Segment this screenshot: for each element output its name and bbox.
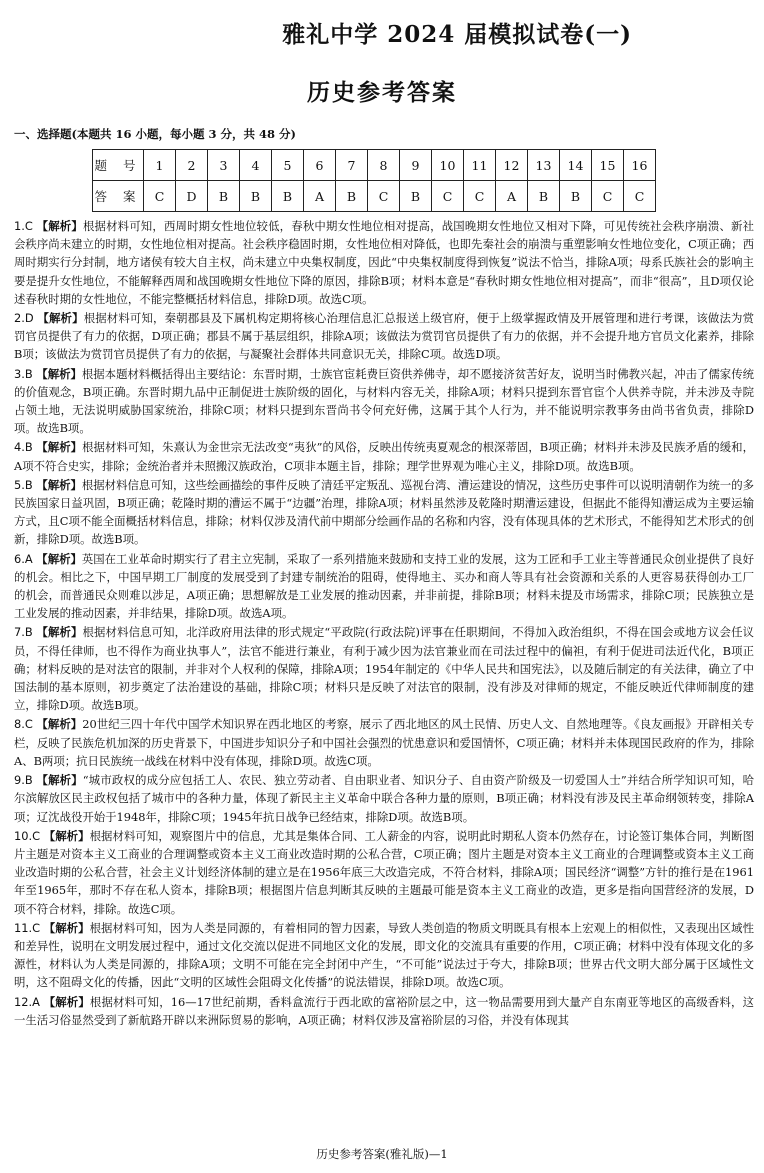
answer-cell: A xyxy=(496,181,528,212)
analysis-tag: 【解析】 xyxy=(36,717,83,732)
item-number: 12.A xyxy=(14,994,40,1009)
question-number: 4 xyxy=(240,150,272,181)
item-number: 8.C xyxy=(14,717,33,732)
analysis-tag: 【解析】 xyxy=(36,440,83,455)
item-number: 3.B xyxy=(14,366,33,381)
answer-cell: B xyxy=(240,181,272,212)
item-text: 根据材料可知，因为人类是同源的，有着相同的智力因素，导致人类创造的物质文明既具有根本上宏观上的相似性，又表现出区域性和差异性，说明在文明发展过程中，通过文化交流以促进不同地区文化的发展，即文化的交流具有重要的作用，C项正确；材料中没有体现文化的多源性，材料认为人类是同源的，排除A项；文明不可能在完全封闭中产生，“不可能”说法过于夸大，排除B项；世界古代文明大部分属于区域性文明，这不阻碍文化的传播，因此“文明的区域性会阻碍文化传播”的说法错误，排除D项。故选C项。 xyxy=(14,920,754,990)
analysis-tag: 【解析】 xyxy=(43,828,90,843)
analysis-tag: 【解析】 xyxy=(43,920,90,935)
item-text: 根据材料可知，观察图片中的信息，尤其是集体合同、工人薪金的内容，说明此时期私人资本仍然存在，讨论签订集体合同，判断图片主题是对资本主义工商业的合理调整或资本主义工商业改造时期的公私合营，C项正确；图片主题是对资本主义工商业的合理调整或资本主义工商业改造时期的公私合营，社会主义计划经济体制的建立是在1956年底三大改造完成，不符合材料，排除A项；国民经济“调整”方针的推行是在1961年至1965年，那时不存在私人资本，排除B项；根据图片信息判断其反映的主题最可能是资本主义工商业的改造，更多是指向国营经济的发展，D项不符合材料，排除。故选C项。 xyxy=(14,828,754,916)
analysis-tag: 【解析】 xyxy=(36,477,82,492)
explanation-item xyxy=(14,217,754,308)
explanation-item xyxy=(14,309,754,364)
answer-cell: D xyxy=(176,181,208,212)
analysis-tag: 【解析】 xyxy=(36,366,82,381)
answer-cell: C xyxy=(368,181,400,212)
answer-cell: C xyxy=(432,181,464,212)
item-number: 9.B xyxy=(14,773,33,788)
item-text: 根据材料可知，秦朝郡县及下属机构定期将核心治理信息汇总报送上级官府，便于上级掌握政情及开展管理和进行考课，该做法为赏罚官员提供了有力的依据，D项正确；郡县不属于基层组织，排除A项；该做法为赏罚官员提供了有力的依据，并不会提升地方官员文化素养，排除B项；该做法为赏罚官员提供了有力的依据，与凝聚社会群体共同意识无关，排除C项。故选D项。 xyxy=(14,311,754,362)
question-number: 12 xyxy=(496,150,528,181)
item-number: 11.C xyxy=(14,920,41,935)
answer-cell: B xyxy=(272,181,304,212)
item-text: 根据材料可知，朱熹认为金世宗无法改变“夷狄”的风俗，反映出传统夷夏观念的根深蒂固，B项正确；材料并未涉及民族矛盾的缓和，A项不符合史实，排除；金统治者并未照搬汉族政治，C项非本题主旨，排除；理学世界观为唯心主义，排除D项。故选B项。 xyxy=(14,440,754,473)
question-number-row xyxy=(93,150,656,181)
explanation-list xyxy=(14,217,754,1030)
subject-title: 历史参考答案 xyxy=(307,79,457,106)
question-number: 16 xyxy=(624,150,656,181)
question-number: 15 xyxy=(592,150,624,181)
question-number: 2 xyxy=(176,150,208,181)
answer-cell: B xyxy=(208,181,240,212)
item-number: 6.A xyxy=(14,551,33,566)
school-title: 雅礼中学 2024 届模拟试卷(一) xyxy=(282,21,632,48)
item-text: 英国在工业革命时期实行了君主立宪制，采取了一系列措施来鼓励和支持工业的发展，这为工匠和手工业主等普通民众创业提供了良好的机会。相比之下，中国早期工厂制度的发展受到了封建专制统治的阻碍，使得地主、买办和商人等具有社会资源和关系的人更容易获得创办工厂的机会，而普通民众则难以涉足，A项正确；思想解放是工业发展的推动因素，并非前提，排除B项；材料未提及市场需求，排除C项；民族独立是工业发展的推动因素，并非结果，排除D项。故选A项。 xyxy=(14,551,754,621)
section-heading: 一、选择题(本题共 16 小题，每小题 3 分，共 48 分) xyxy=(14,127,296,141)
explanation-item xyxy=(14,993,754,1029)
explanation-item xyxy=(14,919,754,992)
analysis-tag: 【解析】 xyxy=(36,219,83,233)
answer-row xyxy=(93,181,656,212)
answer-cell: C xyxy=(144,181,176,212)
answer-table xyxy=(92,149,656,212)
question-number: 3 xyxy=(208,150,240,181)
item-text: 根据材料信息可知，这些绘画描绘的事件反映了清廷平定叛乱、巡视台湾、漕运建设的情况，这些历史事件可以说明清朝作为统一的多民族国家日益巩固，B项正确；乾隆时期的漕运不属于“边疆”治理，排除A项；材料虽然涉及乾隆时期漕运建设，但据此不能得知漕运成为主要运输方式，且C项不能全面概括材料信息，排除；材料仅涉及清代前中期部分绘画作品的名称和内容，没有体现具体的艺术形式，不能得知艺术形式的创新，排除D项。故选B项。 xyxy=(14,477,754,547)
explanation-item xyxy=(14,476,754,549)
explanation-item xyxy=(14,365,754,438)
answer-cell: B xyxy=(336,181,368,212)
item-number: 10.C xyxy=(14,828,41,843)
answer-cell: B xyxy=(400,181,432,212)
question-number: 10 xyxy=(432,150,464,181)
item-text: 根据材料可知，16—17世纪前期，香料盒流行于西北欧的富裕阶层之中，这一物品需要用到大量产自东南亚等地区的高级香料，这一生活习俗显然受到了新航路开辟以来洲际贸易的影响，A项正确；材料仅涉及富裕阶层的习俗，并没有体现其 xyxy=(14,994,754,1027)
question-number: 13 xyxy=(528,150,560,181)
explanation-item xyxy=(14,550,754,623)
item-number: 1.C xyxy=(14,219,33,233)
analysis-tag: 【解析】 xyxy=(43,994,90,1009)
answer-cell: C xyxy=(464,181,496,212)
page-footer: 历史参考答案(雅礼版)—1 xyxy=(316,1147,448,1161)
explanation-item xyxy=(14,771,754,826)
explanation-item xyxy=(14,623,754,714)
item-number: 7.B xyxy=(14,625,33,640)
item-text: 根据本题材料概括得出主要结论：东晋时期，士族官宦耗费巨资供养佛寺，却不愿接济贫苦好友，说明当时佛教兴起，冲击了儒家传统的价值观念，B项正确。东晋时期九品中正制促进士族阶级的固化，与材料内容无关，排除A项；材料只提到东晋官宦个人供养寺院，并未涉及寺院占领土地，无法说明威胁国家统治，排除C项；材料只提到东晋尚书令何充好佛，这属于其个人行为，并不能说明宗教事务由尚书省负责，排除D项。故选B项。 xyxy=(14,366,754,436)
item-number: 2.D xyxy=(14,311,34,326)
answer-cell: C xyxy=(624,181,656,212)
answer-cell: B xyxy=(528,181,560,212)
question-number: 8 xyxy=(368,150,400,181)
answer-cell: C xyxy=(592,181,624,212)
analysis-tag: 【解析】 xyxy=(36,773,83,788)
row-label-answer: 答 案 xyxy=(93,181,144,212)
item-text: 20世纪三四十年代中国学术知识界在西北地区的考察，展示了西北地区的风土民情、历史人文、自然地理等。《良友画报》开辟相关专栏，反映了民族危机加深的历史背景下，中国进步知识分子和中国社会强烈的忧患意识和爱国情怀，C项正确；材料并未体现国民政府的作为，排除A、B两项；抗日民族统一战线在材料中没有体现，排除D项。故选C项。 xyxy=(14,717,754,768)
explanation-item xyxy=(14,438,754,474)
item-number: 4.B xyxy=(14,440,33,455)
question-number: 11 xyxy=(464,150,496,181)
item-number: 5.B xyxy=(14,477,33,492)
row-label-number: 题 号 xyxy=(93,150,144,181)
question-number: 6 xyxy=(304,150,336,181)
analysis-tag: 【解析】 xyxy=(37,311,84,326)
item-text: 根据材料可知，西周时期女性地位较低，春秋中期女性地位相对提高，战国晚期女性地位又相对下降，可见传统社会秩序崩溃、新社会秩序尚未建立的时期，女性地位相对提高。社会秩序稳固时期，女性地位相对降低，也即先秦社会的崩溃与重塑影响女性地位变化，C项正确；西周时期实行分封制，地方诸侯有较大自主权，尚未建立中央集权制度，因此“中央集权制度得到恢复”说法不恰当，排除A项；母系氏族社会的影响主要是提升女性地位，不能解释西周和战国晚期女性地位下降的原因，排除B项；材料本意是“春秋时期女性地位相对提高”，而非“很高”，且D项仅论述春秋时期的女性地位，不能完整概括材料信息，排除D项。故选C项。 xyxy=(14,219,754,306)
item-text: “城市政权的成分应包括工人、农民、独立劳动者、自由职业者、知识分子、自由资产阶级及一切爱国人士”并结合所学知识可知，哈尔滨解放区民主政权包括了城市中的各种力量，体现了新民主主义革命中联合各种力量的原则，B项正确；材料没有涉及民主革命纲领转变，排除A项；辽沈战役开始于1948年，排除C项；1945年抗日战争已经结束，排除D项。故选B项。 xyxy=(14,773,754,824)
answer-cell: B xyxy=(560,181,592,212)
question-number: 5 xyxy=(272,150,304,181)
analysis-tag: 【解析】 xyxy=(36,551,82,566)
analysis-tag: 【解析】 xyxy=(36,625,83,640)
question-number: 9 xyxy=(400,150,432,181)
explanation-item xyxy=(14,827,754,918)
question-number: 14 xyxy=(560,150,592,181)
question-number: 7 xyxy=(336,150,368,181)
question-number: 1 xyxy=(144,150,176,181)
explanation-item xyxy=(14,715,754,770)
answer-cell: A xyxy=(304,181,336,212)
item-text: 根据材料信息可知，北洋政府用法律的形式规定“平政院(行政法院)评事在任职期间，不得加入政治组织，不得在国会或地方议会任议员，不得任律师，也不得作为商业执事人”，法官不能进行兼业，有利于减少因为法官兼业而在司法过程中的偏袒，有利于促进司法近代化，B项正确；材料反映的是对法官的限制，并非对个人权利的保障，排除A项；1954年制定的《中华人民共和国宪法》，以及随后制定的有关法律，确立了中国法制的基本原则，初步奠定了法治建设的基础，排除C项；材料只是反映了对法官的限制，没有涉及对律师的规定，不能反映近代律师制度的建立，排除D项。故选B项。 xyxy=(14,625,754,713)
